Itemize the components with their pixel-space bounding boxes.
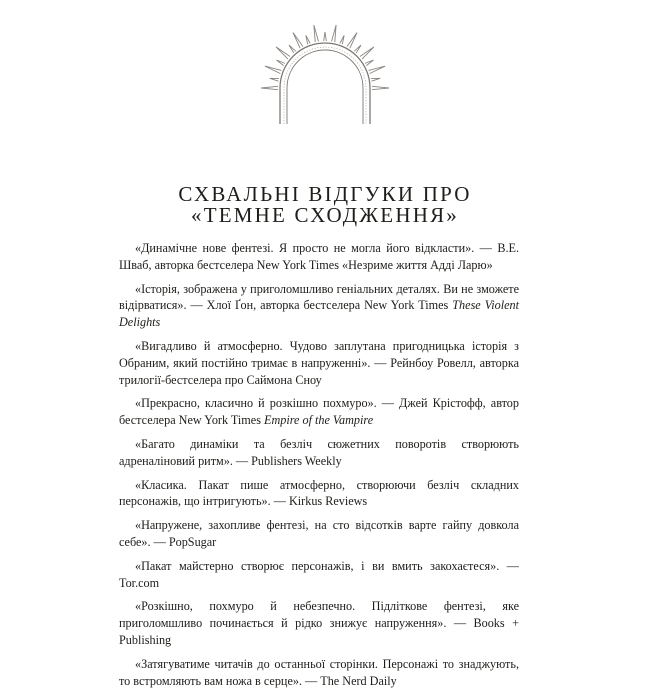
review-quote [119, 240, 519, 274]
review-text: «Затягуватиме читачів до останньої сторінки. Персонажі то знаджують, то встромляють вам ножа в серце». — The Nerd Daily [119, 656, 519, 688]
review-quote [119, 338, 519, 388]
review-book-title: These Violent Delights [119, 298, 519, 330]
sun-ray [293, 33, 303, 49]
sun-ray [340, 35, 344, 44]
page-heading-line-1: СХВАЛЬНІ ВІДГУКИ ПРО [178, 182, 472, 206]
review-text: «Напружене, захопливе фентезі, на сто відсотків варте гайпу довкола себе». — PopSugar [119, 518, 519, 549]
sun-ray [371, 78, 380, 81]
sun-ray [270, 78, 279, 81]
sun-ray [372, 86, 389, 89]
sun-ray [360, 47, 374, 59]
sun-ray [347, 33, 357, 49]
review-quote [119, 281, 519, 331]
sun-ray [261, 86, 278, 89]
sun-ray [354, 45, 361, 53]
review-text: «Пакат майстерно створює персонажів, і ви вмить закохаєтеся». — Tor.com [119, 558, 519, 590]
review-book-title: Empire of the Vampire [264, 413, 374, 428]
review-quote [119, 436, 519, 470]
reviews-list [119, 240, 519, 689]
review-text: «Класика. Пакат пише атмосферно, створюючи безліч складних персонажів, що інтригують». — Kirkus Reviews [119, 477, 519, 509]
review-quote [119, 477, 519, 511]
sun-ray [306, 35, 310, 44]
review-quote [119, 656, 519, 689]
page-heading-line-2: «ТЕМНЕ СХОДЖЕННЯ» [191, 203, 459, 227]
sun-ray [265, 66, 282, 73]
sun-ray [332, 25, 337, 42]
review-quote [119, 395, 519, 429]
review-text: «Розкішно, похмуро й небезпечно. Підліткове фентезі, яке приголомшливо починається й рідко знижує напруження». — Books + Publishing [119, 599, 519, 647]
sun-ray [276, 47, 290, 59]
sun-ray [314, 25, 319, 42]
review-quote [119, 517, 519, 551]
sun-ray [277, 60, 285, 66]
sun-ray [365, 60, 373, 66]
review-text: «Історія, зображена у приголомшливо геніальних деталях. Ви не зможете відірватися». — Хлої Ґон, авторка бестселера New York Times [119, 281, 519, 313]
sun-ray [289, 45, 296, 53]
review-quote [119, 558, 519, 592]
review-quote [119, 598, 519, 648]
review-text: «Багато динаміки та безліч сюжетних поворотів створюють адреналіновий ритм». — Publishers Weekly [119, 436, 519, 468]
sun-ray [369, 66, 386, 73]
sun-ray [324, 32, 327, 41]
sunburst-arch-icon [259, 24, 391, 124]
review-text: «Прекрасно, класично й розкішно похмуро». — Джей Крістофф, автор бестселера New York Times [119, 396, 519, 428]
review-text: «Динамічне нове фентезі. Я просто не могла його відкласти». — В.Е. Шваб, авторка бестселера New York Times «Незриме життя Адді Ларю» [119, 241, 519, 272]
review-text: «Вигадливо й атмосферно. Чудово заплутана пригодницька історія з Обраним, який постійно тримає в напруженні». — Рейнбоу Ровелл, авторка трилогії-бестселера про Саймона Сноу [119, 338, 519, 387]
